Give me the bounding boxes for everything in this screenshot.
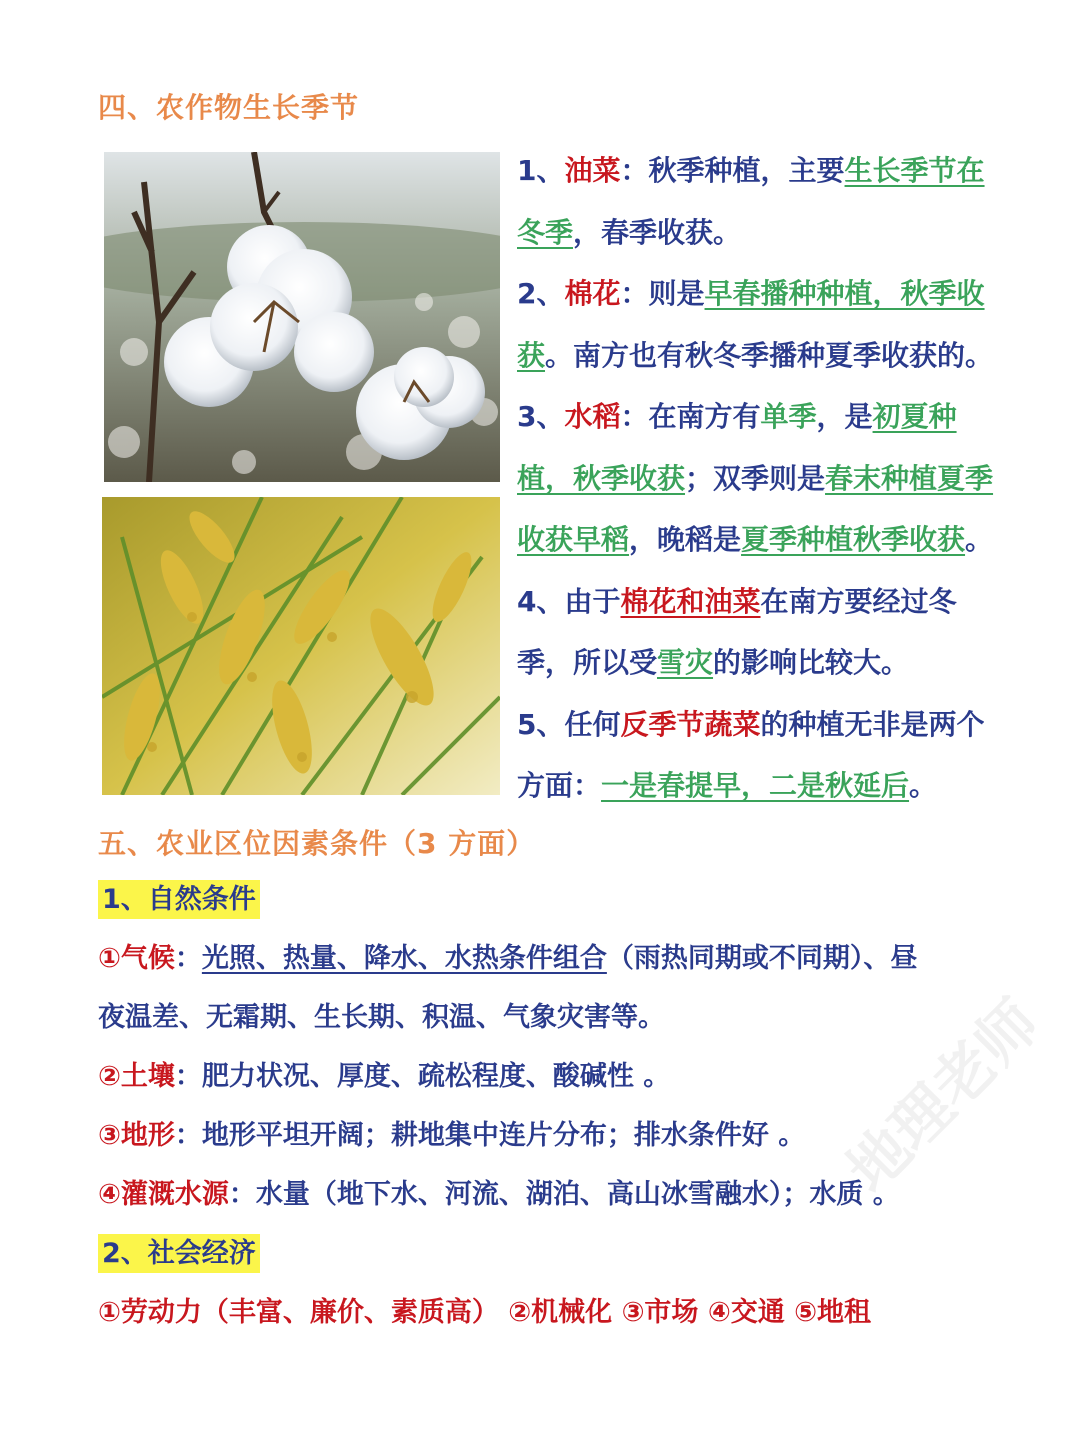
highlight-text: 一是春提早，二是秋延后 bbox=[601, 769, 910, 802]
colon: ： bbox=[620, 277, 649, 310]
item-text: ；双季则是 bbox=[685, 461, 826, 495]
crop-name: 棉花 bbox=[564, 277, 621, 310]
social-heading: 2、社会经济 bbox=[98, 1234, 260, 1273]
item-text: 在南方要经过冬季，所以受 bbox=[517, 584, 957, 679]
highlight-text: 夏季种植秋季收获 bbox=[741, 523, 966, 556]
highlight-text: 雪灾 bbox=[657, 646, 714, 679]
item-number: 5、 bbox=[517, 707, 565, 741]
item-text: 则是 bbox=[648, 277, 705, 310]
factor-label: ③地形 bbox=[98, 1120, 175, 1151]
colon: ： bbox=[174, 1061, 202, 1092]
social-factors-line bbox=[98, 1283, 998, 1342]
item-number: 1、 bbox=[517, 154, 565, 187]
cotton-illustration bbox=[104, 152, 500, 482]
colon: ： bbox=[620, 400, 649, 433]
highlight-text: 单季 bbox=[760, 400, 817, 433]
underlined-text: 光照、热量、降水、水热条件组合 bbox=[201, 943, 607, 974]
climate-line bbox=[98, 929, 998, 988]
item-text: 。 bbox=[965, 523, 994, 556]
highlight-text: 反季节蔬菜 bbox=[620, 707, 761, 741]
item-text: 在南方有 bbox=[648, 400, 761, 433]
crop-season-list bbox=[517, 140, 997, 817]
colon: ： bbox=[620, 154, 649, 187]
item-number: 2、 bbox=[517, 277, 565, 310]
item-number: 3、 bbox=[517, 400, 565, 433]
factor-label: ④灌溉水源 bbox=[98, 1179, 229, 1210]
list-item-winter-crops bbox=[517, 571, 997, 694]
factor-market: ③市场 bbox=[621, 1297, 699, 1328]
watermark: 地理老师 bbox=[833, 986, 1054, 1207]
factor-text: （雨热同期或不同期）、昼 bbox=[606, 943, 918, 974]
factor-text: 水量（地下水、河流、湖泊、高山冰雪融水）；水质 。 bbox=[255, 1179, 900, 1210]
highlight-text: 生长季节在冬季 bbox=[517, 154, 985, 249]
item-text: 的影响比较大。 bbox=[713, 646, 910, 679]
colon: ： bbox=[174, 943, 202, 974]
factor-label: ①气候 bbox=[98, 943, 175, 974]
factor-text: 肥力状况、厚度、疏松程度、酸碱性 。 bbox=[201, 1061, 671, 1092]
rice-illustration bbox=[102, 497, 500, 795]
item-text: ，是 bbox=[816, 400, 873, 433]
location-factors bbox=[98, 870, 998, 1342]
crop-name: 水稻 bbox=[564, 400, 621, 433]
list-item-rice bbox=[517, 386, 997, 571]
highlight-text: 春末种植夏季收获早稻 bbox=[517, 461, 994, 556]
factor-text: 地形平坦开阔；耕地集中连片分布；排水条件好 。 bbox=[201, 1120, 806, 1151]
cotton-photo bbox=[104, 152, 500, 482]
item-number: 4、 bbox=[517, 584, 565, 618]
factor-mechanization: ②机械化 bbox=[508, 1297, 613, 1328]
factor-label: ②土壤 bbox=[98, 1061, 175, 1092]
colon: ： bbox=[228, 1179, 256, 1210]
climate-line-2: 夜温差、无霜期、生长期、积温、气象灾害等。 bbox=[98, 1002, 665, 1033]
item-text: 。南方也有秋冬季播种夏季收获的。 bbox=[545, 338, 994, 372]
item-text: 任何 bbox=[564, 707, 621, 741]
list-item-rapeseed bbox=[517, 140, 997, 263]
item-text: 秋季种植，主要 bbox=[648, 154, 845, 187]
soil-line bbox=[98, 1047, 998, 1106]
colon: ： bbox=[174, 1120, 202, 1151]
item-text: 的种植无非是两个方面： bbox=[517, 707, 985, 802]
highlight-text: 初夏种植，秋季收获 bbox=[517, 400, 957, 495]
crop-name: 油菜 bbox=[564, 154, 621, 187]
item-text: 。 bbox=[909, 769, 938, 802]
list-item-off-season bbox=[517, 694, 997, 817]
factor-rent: ⑤地租 bbox=[794, 1297, 871, 1328]
section-5-title: 五、农业区位因素条件（3 方面） bbox=[98, 827, 536, 860]
highlight-text: 早春播种种植，秋季收获 bbox=[517, 277, 985, 372]
list-item-cotton bbox=[517, 263, 997, 386]
factor-transport: ④交通 bbox=[707, 1297, 785, 1328]
natural-heading: 1、自然条件 bbox=[98, 880, 260, 919]
highlight-text: 棉花和油菜 bbox=[620, 584, 761, 618]
item-text: ，春季收获。 bbox=[573, 215, 742, 249]
item-text: 由于 bbox=[564, 584, 621, 618]
rice-photo bbox=[102, 497, 500, 795]
factor-labor: ①劳动力（丰富、廉价、素质高） bbox=[98, 1297, 499, 1328]
section-4-title: 四、农作物生长季节 bbox=[98, 91, 360, 124]
item-text: ，晚稻是 bbox=[629, 523, 742, 556]
